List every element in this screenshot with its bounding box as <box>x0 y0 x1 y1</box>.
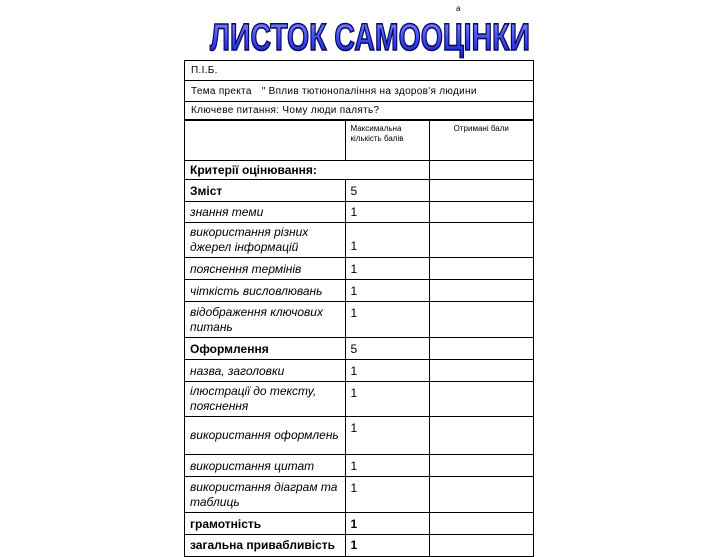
max-points-value: 1 <box>345 513 429 535</box>
received-points-cell[interactable] <box>429 180 533 202</box>
table-row <box>185 417 533 455</box>
criterion-label: загальна привабливість <box>185 535 345 556</box>
table-row <box>185 338 533 360</box>
received-points-cell[interactable] <box>429 382 533 417</box>
received-points-cell[interactable] <box>429 280 533 302</box>
received-points-cell[interactable] <box>429 477 533 513</box>
max-points-value: 1 <box>345 258 429 280</box>
max-points-value: 1 <box>345 280 429 302</box>
received-points-cell[interactable] <box>429 302 533 338</box>
criterion-label: пояснення термінів <box>185 258 345 280</box>
topic-row <box>185 81 533 102</box>
received-points-cell[interactable] <box>429 258 533 280</box>
table-row <box>185 455 533 477</box>
received-points-cell[interactable] <box>429 455 533 477</box>
max-points-value: 1 <box>345 455 429 477</box>
received-points-cell[interactable] <box>429 535 533 556</box>
received-points-header: Отримані бали <box>429 121 533 161</box>
received-points-cell[interactable] <box>429 360 533 382</box>
criterion-label: чіткість висловлювань <box>185 280 345 302</box>
column-header-row <box>185 121 533 161</box>
criterion-label: Зміст <box>185 180 345 202</box>
page-title <box>200 6 540 62</box>
max-points-value: 1 <box>345 417 429 455</box>
header-empty-cell <box>185 121 345 161</box>
key-question-row <box>185 102 533 120</box>
corner-mark: a <box>456 4 461 13</box>
received-points-cell[interactable] <box>429 338 533 360</box>
table-row <box>185 258 533 280</box>
max-points-value: 1 <box>345 535 429 556</box>
max-points-value: 5 <box>345 180 429 202</box>
criteria-table <box>185 120 533 556</box>
self-assessment-sheet <box>184 60 534 557</box>
table-row <box>185 180 533 202</box>
topic-label: Тема пректа <box>191 85 252 97</box>
table-row <box>185 513 533 535</box>
table-row <box>185 280 533 302</box>
max-points-header: Максимальна кількість балів <box>345 121 429 161</box>
max-points-value: 1 <box>345 382 429 417</box>
table-row <box>185 302 533 338</box>
received-points-cell[interactable] <box>429 513 533 535</box>
criterion-label: використання діаграм та таблиць <box>185 477 345 513</box>
criterion-label: знання теми <box>185 202 345 223</box>
criteria-title-row <box>185 161 533 180</box>
criterion-label: грамотність <box>185 513 345 535</box>
pib-row <box>185 61 533 81</box>
max-points-value: 1 <box>345 223 429 258</box>
criteria-title-empty <box>429 161 533 180</box>
received-points-cell[interactable] <box>429 417 533 455</box>
max-points-value: 1 <box>345 202 429 223</box>
criteria-title: Критерії оцінювання: <box>185 161 429 180</box>
criterion-label: відображення ключових питань <box>185 302 345 338</box>
received-points-cell[interactable] <box>429 202 533 223</box>
max-points-value: 1 <box>345 360 429 382</box>
criterion-label: ілюстрації до тексту, пояснення <box>185 382 345 417</box>
criterion-label: використання цитат <box>185 455 345 477</box>
criterion-label: використання різних джерел інформацій <box>185 223 345 258</box>
max-points-value: 1 <box>345 302 429 338</box>
table-row <box>185 202 533 223</box>
criterion-label: назва, заголовки <box>185 360 345 382</box>
page-title-text: ЛИСТОК САМООЦІНКИ <box>210 17 530 59</box>
topic-value: " Вплив тютюнопаління на здоров'я людини <box>261 85 477 97</box>
max-points-value: 5 <box>345 338 429 360</box>
table-row <box>185 360 533 382</box>
table-row <box>185 223 533 258</box>
key-question: Ключеве питання: Чому люди палять? <box>191 105 380 116</box>
table-row <box>185 477 533 513</box>
received-points-cell[interactable] <box>429 223 533 258</box>
pib-label: П.І.Б. <box>191 65 218 76</box>
table-row <box>185 535 533 556</box>
criterion-label: використання оформлень <box>185 417 345 455</box>
table-row <box>185 382 533 417</box>
criterion-label: Оформлення <box>185 338 345 360</box>
max-points-value: 1 <box>345 477 429 513</box>
